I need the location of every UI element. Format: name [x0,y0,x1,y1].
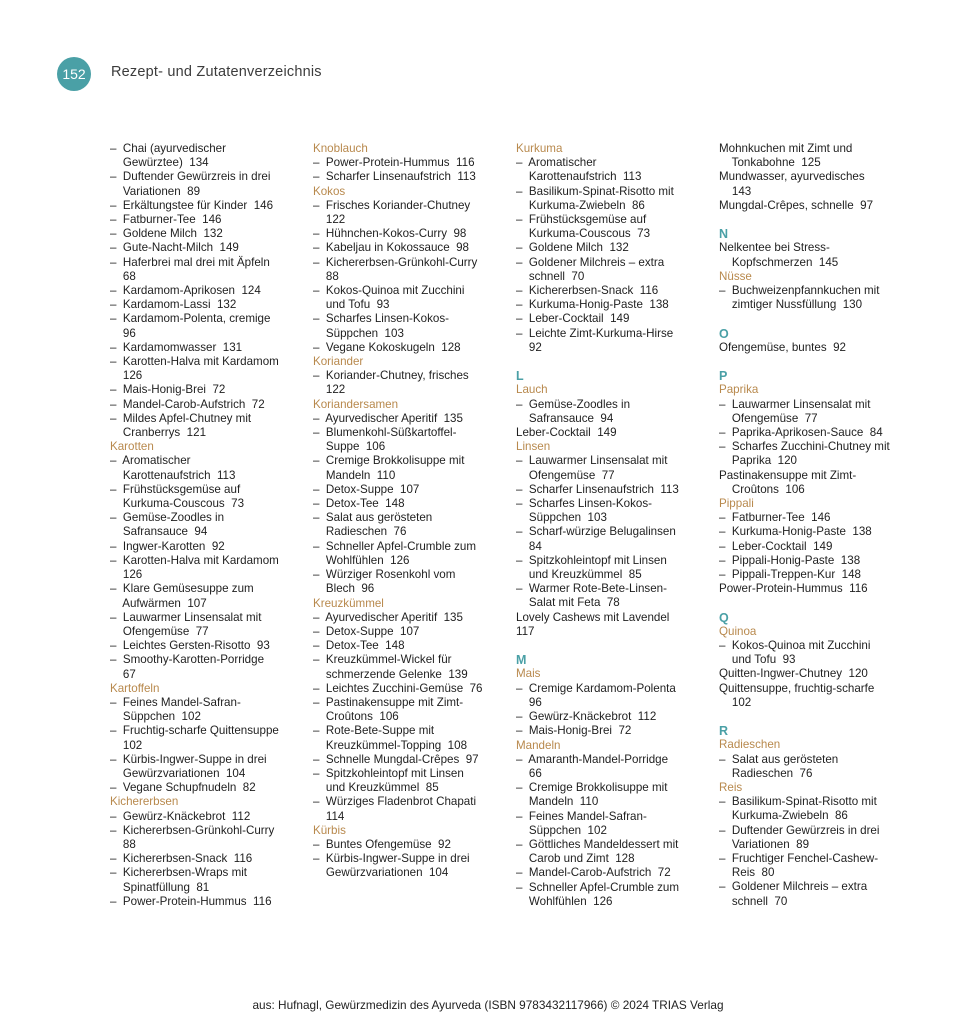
spacer [719,213,919,227]
index-entry: – Klare Gemüsesuppe zum [110,582,254,596]
index-entry: – Lauwarmer Linsensalat mit [516,454,668,468]
index-entry: – Aromatischer [516,156,597,170]
index-entry: – Goldener Milchreis – extra [516,255,665,269]
index-entry: Wohlfühlen 126 [516,894,613,908]
index-heading: Radieschen [719,738,781,752]
index-entry: – Mais-Honig-Brei 72 [516,724,632,738]
index-entry: – Pippali-Honig-Paste 138 [719,553,861,567]
index-entry: – Fatburner-Tee 146 [110,213,222,227]
index-entry: – Basilikum-Spinat-Risotto mit [516,184,674,198]
page-title: Rezept- und Zutatenverzeichnis [111,64,322,80]
footer-citation: aus: Hufnagl, Gewürzmedizin des Ayurveda (ISBN 9783432117966) © 2024 TRIAS Verlag [252,998,724,1012]
index-entry: – Paprika-Aprikosen-Sauce 84 [719,426,883,440]
index-entry: – Erkältungstee für Kinder 146 [110,198,274,212]
index-entry: und Tofu 93 [313,298,390,312]
index-entry: – Kardamom-Aprikosen 124 [110,284,261,298]
index-entry: – Fruchtiger Fenchel-Cashew- [719,852,879,866]
index-entry: Carob und Zimt 128 [516,852,635,866]
index-entry: – Ingwer-Karotten 92 [110,539,225,553]
index-entry: schmerzende Gelenke 139 [313,667,468,681]
index-entry: – Leichte Zimt-Kurkuma-Hirse [516,326,674,340]
index-entry: – Schnelle Mungdal-Crêpes 97 [313,752,479,766]
index-entry: – Koriander-Chutney, frisches [313,369,469,383]
index-entry: – Schneller Apfel-Crumble zum [313,539,477,553]
index-entry: – Kokos-Quinoa mit Zucchini [313,284,465,298]
index-entry: 96 [110,326,136,340]
index-entry: – Karotten-Halva mit Kardamom [110,553,279,567]
index-entry: schnell 70 [516,269,585,283]
index-entry: Mohnkuchen mit Zimt und [719,142,853,155]
index-entry: 143 [719,184,752,198]
index-entry: – Feines Mandel-Safran- [516,809,647,823]
index-entry: Ofengemüse, buntes 92 [719,340,846,354]
index-entry: Wohlfühlen 126 [313,553,410,567]
index-heading: Koriander [313,355,364,369]
index-entry: – Kichererbsen-Wraps mit [110,866,248,880]
index-entry: Safransauce 94 [516,411,614,425]
index-entry: – Mandel-Carob-Aufstrich 72 [110,397,265,411]
index-entry: – Leber-Cocktail 149 [719,539,833,553]
index-entry: – Goldener Milchreis – extra [719,880,868,894]
index-entry: Tonkabohne 125 [719,156,821,170]
index-entry: – Salat aus gerösteten [313,511,433,525]
index-entry: Blech 96 [313,582,375,596]
index-entry: 126 [110,568,143,582]
index-heading: Kokos [313,184,346,198]
index-entry: Kreuzkümmel-Topping 108 [313,738,468,752]
index-entry: Mandeln 110 [313,468,396,482]
index-entry: – Kabeljau in Kokossauce 98 [313,241,469,255]
index-entry: – Basilikum-Spinat-Risotto mit [719,795,877,809]
index-entry: – Duftender Gewürzreis in drei [719,823,880,837]
index-heading: Knoblauch [313,142,368,155]
index-entry: Süppchen 103 [516,511,607,525]
index-entry: Aufwärmen 107 [110,596,207,610]
index-entry: – Cremige Kardamom-Polenta [516,681,676,695]
index-heading: Koriandersamen [313,397,399,411]
index-entry: Kopfschmerzen 145 [719,255,839,269]
index-entry: – Detox-Tee 148 [313,639,405,653]
index-column-2 [313,142,513,881]
index-entry: Croûtons 106 [313,710,399,724]
index-entry: 102 [719,695,752,709]
page-number-badge: 152 [57,57,91,91]
index-entry: Spinatfüllung 81 [110,880,210,894]
index-entry: – Kokos-Quinoa mit Zucchini [719,639,871,653]
index-entry: Suppe 106 [313,440,386,454]
index-heading: Quinoa [719,624,757,638]
index-entry: – Scharfes Linsen-Kokos- [313,312,449,326]
index-entry: – Frühstücksgemüse auf [516,213,647,227]
index-heading: Lauch [516,383,548,397]
index-entry: – Kreuzkümmel-Wickel für [313,653,452,667]
index-entry: – Scharfes Linsen-Kokos- [516,497,652,511]
index-letter: P [719,369,728,384]
index-entry: Quitten-Ingwer-Chutney 120 [719,667,868,681]
index-entry: Mungdal-Crêpes, schnelle 97 [719,198,874,212]
index-entry: Paprika 120 [719,454,797,468]
index-entry: – Detox-Tee 148 [313,497,405,511]
index-letter: M [516,653,527,668]
index-entry: – Mais-Honig-Brei 72 [110,383,226,397]
index-entry: – Kichererbsen-Snack 116 [110,852,253,866]
index-entry: – Gute-Nacht-Milch 149 [110,241,239,255]
index-heading: Kartoffeln [110,681,160,695]
index-heading: Kreuzkümmel [313,596,384,610]
index-entry: – Kichererbsen-Snack 116 [516,284,659,298]
index-entry: Safransauce 94 [110,525,208,539]
index-entry: – Spitzkohleintopf mit Linsen [313,766,464,780]
index-entry: – Scharf-würzige Belugalinsen [516,525,676,539]
index-entry: Gewürztee) 134 [110,156,209,170]
index-column-1 [110,142,310,909]
index-heading: Mais [516,667,541,681]
index-entry: – Karotten-Halva mit Kardamom [110,355,279,369]
index-entry: 84 [516,539,542,553]
index-entry: – Würziges Fladenbrot Chapati [313,795,477,809]
index-entry: – Fatburner-Tee 146 [719,511,831,525]
index-entry: – Vegane Schupfnudeln 82 [110,781,256,795]
spacer [719,355,919,369]
index-entry: – Blumenkohl-Süßkartoffel- [313,426,457,440]
index-entry: Cranberrys 121 [110,426,207,440]
index-entry: – Spitzkohleintopf mit Linsen [516,553,667,567]
index-entry: Kurkuma-Couscous 73 [516,227,651,241]
index-entry: – Kichererbsen-Grünkohl-Curry [110,823,275,837]
index-heading: Kurkuma [516,142,563,155]
spacer [516,639,716,653]
index-column-4 [719,142,919,909]
index-entry: – Detox-Suppe 107 [313,482,420,496]
index-entry: – Aromatischer [110,454,191,468]
index-heading: Pippali [719,497,754,511]
index-entry: – Gemüse-Zoodles in [516,397,631,411]
index-entry: – Smoothy-Karotten-Porridge [110,653,265,667]
index-entry: zimtiger Nussfüllung 130 [719,298,863,312]
index-entry: Süppchen 102 [516,823,607,837]
index-entry: – Cremige Brokkolisuppe mit [516,781,668,795]
index-entry: Gewürzvariationen 104 [110,766,246,780]
index-heading: Karotten [110,440,154,454]
index-entry: 102 [110,738,143,752]
index-entry: Quittensuppe, fruchtig-scharfe [719,681,875,695]
index-entry: Ofengemüse 77 [719,411,818,425]
index-entry: Variationen 89 [110,184,201,198]
index-entry: – Amaranth-Mandel-Porridge [516,752,669,766]
index-column-3 [516,142,716,909]
index-entry: Süppchen 103 [313,326,404,340]
index-entry: Ofengemüse 77 [110,624,209,638]
index-entry: – Kardamom-Lassi 132 [110,298,237,312]
index-entry: – Leber-Cocktail 149 [516,312,630,326]
spacer [719,710,919,724]
index-entry: – Goldene Milch 132 [110,227,223,241]
index-heading: Linsen [516,440,551,454]
index-entry: – Mildes Apfel-Chutney mit [110,411,252,425]
index-entry: Salat mit Feta 78 [516,596,620,610]
index-entry: – Kardamom-Polenta, cremige [110,312,271,326]
index-entry: – Kichererbsen-Grünkohl-Curry [313,255,478,269]
index-entry: und Kreuzkümmel 85 [516,568,642,582]
index-entry: – Leichtes Gersten-Risotto 93 [110,639,270,653]
index-heading: Kürbis [313,823,346,837]
index-heading: Reis [719,781,743,795]
index-entry: – Detox-Suppe 107 [313,624,420,638]
index-entry: – Scharfer Linsenaufstrich 113 [313,170,476,184]
index-entry: 122 [313,213,346,227]
index-entry: Radieschen 76 [719,766,813,780]
index-entry: – Frisches Koriander-Chutney [313,198,471,212]
index-entry: Kurkuma-Zwiebeln 86 [516,198,645,212]
index-entry: 114 [313,809,345,823]
index-entry: – Haferbrei mal drei mit Äpfeln [110,255,270,269]
index-entry: – Chai (ayurvedischer [110,142,226,155]
index-entry: – Duftender Gewürzreis in drei [110,170,271,184]
index-entry: 88 [313,269,339,283]
index-entry: – Pippali-Treppen-Kur 148 [719,568,861,582]
index-entry: 68 [110,269,136,283]
spacer [719,312,919,326]
index-entry: – Pastinakensuppe mit Zimt- [313,695,464,709]
index-entry: Variationen 89 [719,837,810,851]
index-heading: Paprika [719,383,759,397]
index-entry: – Göttliches Mandeldessert mit [516,837,679,851]
index-entry: – Goldene Milch 132 [516,241,629,255]
index-entry: – Power-Protein-Hummus 116 [110,894,272,908]
index-entry: Kurkuma-Couscous 73 [110,497,245,511]
index-letter: R [719,724,729,739]
index-letter: L [516,369,524,384]
index-entry: – Würziger Rosenkohl vom [313,568,456,582]
index-entry: – Kardamomwasser 131 [110,340,243,354]
index-entry: – Kurkuma-Honig-Paste 138 [719,525,872,539]
index-entry: Kurkuma-Zwiebeln 86 [719,809,848,823]
index-entry: Reis 80 [719,866,775,880]
index-entry: 66 [516,766,542,780]
spacer [719,596,919,610]
index-entry: Süppchen 102 [110,710,201,724]
index-letter: O [719,326,729,341]
index-entry: – Lauwarmer Linsensalat mit [110,610,262,624]
index-entry: schnell 70 [719,894,788,908]
index-heading: Mandeln [516,738,561,752]
index-entry: – Mandel-Carob-Aufstrich 72 [516,866,671,880]
index-entry: Croûtons 106 [719,482,805,496]
index-entry: – Scharfer Linsenaufstrich 113 [516,482,679,496]
index-letter: Q [719,610,729,625]
index-entry: Karottenaufstrich 113 [110,468,236,482]
index-entry: – Rote-Bete-Suppe mit [313,724,435,738]
index-entry: – Ayurvedischer Aperitif 135 [313,411,463,425]
index-entry: – Kürbis-Ingwer-Suppe in drei [110,752,267,766]
index-entry: 92 [516,340,542,354]
index-entry: Karottenaufstrich 113 [516,170,642,184]
index-entry: und Tofu 93 [719,653,796,667]
index-entry: Lovely Cashews mit Lavendel [516,610,670,624]
spacer [516,355,716,369]
index-entry: – Frühstücksgemüse auf [110,482,241,496]
index-entry: – Gemüse-Zoodles in [110,511,225,525]
index-entry: – Kurkuma-Honig-Paste 138 [516,298,669,312]
index-entry: – Lauwarmer Linsensalat mit [719,397,871,411]
index-entry: 96 [516,695,542,709]
index-entry: Mundwasser, ayurvedisches [719,170,865,184]
index-entry: Mandeln 110 [516,795,599,809]
index-entry: – Leichtes Zucchini-Gemüse 76 [313,681,483,695]
index-entry: – Feines Mandel-Safran- [110,695,241,709]
index-heading: Kichererbsen [110,795,179,809]
index-entry: 88 [110,837,136,851]
index-entry: – Salat aus gerösteten [719,752,839,766]
index-entry: Radieschen 76 [313,525,407,539]
index-entry: – Buntes Ofengemüse 92 [313,837,451,851]
index-entry: – Gewürz-Knäckebrot 112 [110,809,251,823]
index-entry: – Schneller Apfel-Crumble zum [516,880,680,894]
index-letter: N [719,227,729,242]
index-entry: Ofengemüse 77 [516,468,615,482]
index-entry: – Vegane Kokoskugeln 128 [313,340,461,354]
index-entry: – Gewürz-Knäckebrot 112 [516,710,657,724]
index-entry: – Ayurvedischer Aperitif 135 [313,610,463,624]
index-entry: Gewürzvariationen 104 [313,866,449,880]
index-entry: Nelkentee bei Stress- [719,241,830,255]
index-entry: – Warmer Rote-Bete-Linsen- [516,582,667,596]
index-entry: – Fruchtig-scharfe Quittensuppe [110,724,279,738]
index-entry: – Scharfes Zucchini-Chutney mit [719,440,890,454]
index-entry: 126 [110,369,143,383]
index-heading: Nüsse [719,269,752,283]
index-entry: 117 [516,624,535,638]
index-entry: – Kürbis-Ingwer-Suppe in drei [313,852,470,866]
index-entry: – Buchweizenpfannkuchen mit [719,284,880,298]
index-entry: 67 [110,667,136,681]
index-entry: Leber-Cocktail 149 [516,426,617,440]
index-entry: 122 [313,383,346,397]
index-entry: – Power-Protein-Hummus 116 [313,156,475,170]
index-entry: Power-Protein-Hummus 116 [719,582,868,596]
index-entry: und Kreuzkümmel 85 [313,781,439,795]
index-entry: Pastinakensuppe mit Zimt- [719,468,857,482]
index-entry: – Cremige Brokkolisuppe mit [313,454,465,468]
index-entry: – Hühnchen-Kokos-Curry 98 [313,227,467,241]
